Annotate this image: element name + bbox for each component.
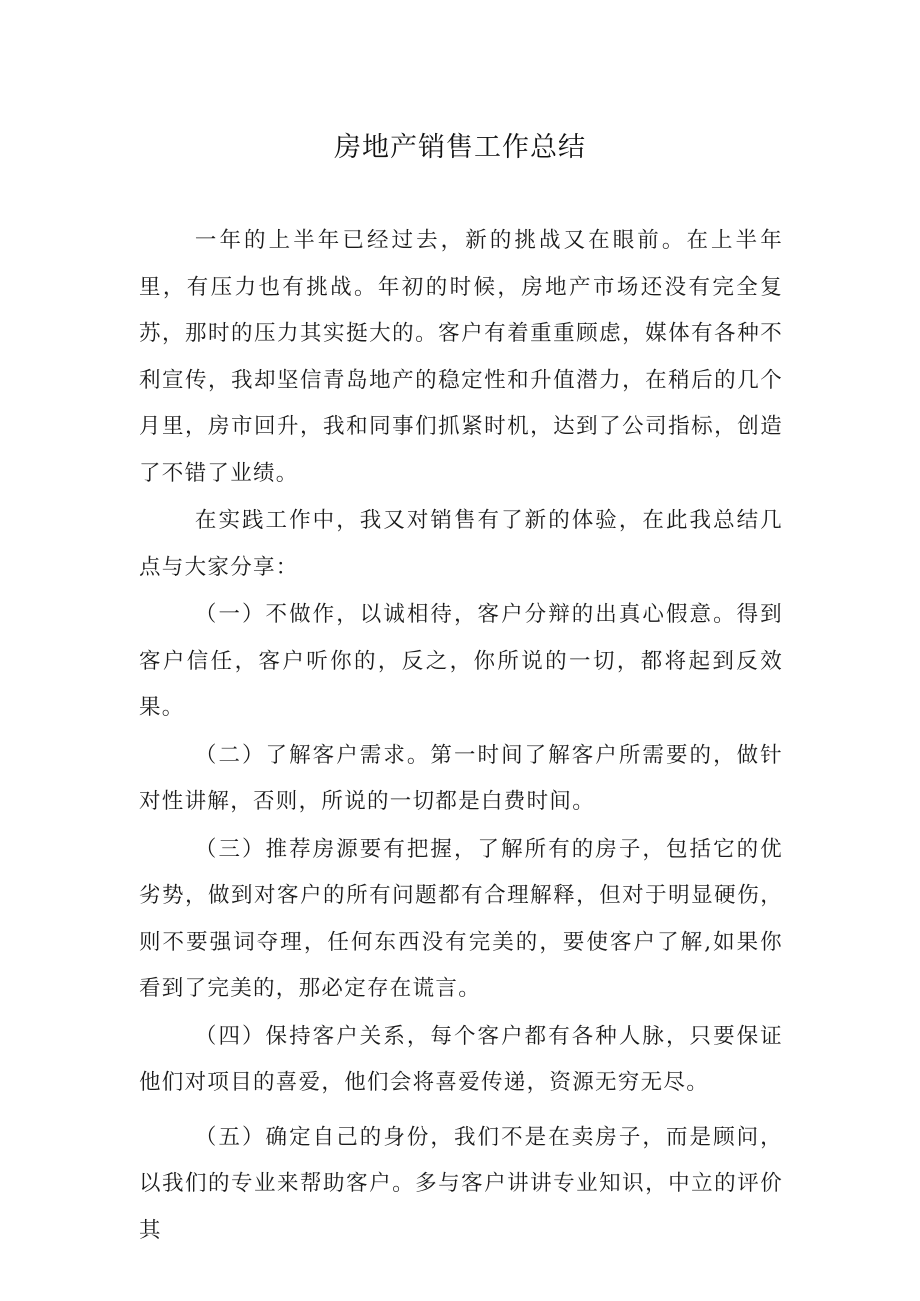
paragraph-point-1: （一）不做作，以诚相待，客户分辩的出真心假意。得到客户信任，客户听你的，反之，你所说的一切，都将起到反效果。: [139, 602, 783, 720]
document-body: [139, 218, 783, 1254]
paragraph-point-2: （二）了解客户需求。第一时间了解客户所需要的，做针对性讲解，否则，所说的一切都是白费时间。: [139, 742, 783, 814]
paragraph-point-3: （三）推荐房源要有把握，了解所有的房子，包括它的优劣势，做到对客户的所有问题都有合理解释，但对于明显硬伤，则不要强词夺理，任何东西没有完美的，要使客户了解,如果你看到了完美的，那必定存在谎言。: [139, 836, 783, 1001]
paragraph-intro: 一年的上半年已经过去，新的挑战又在眼前。在上半年里，有压力也有挑战。年初的时候，房地产市场还没有完全复苏，那时的压力其实挺大的。客户有着重重顾虑，媒体有各种不利宣传，我却坚信青岛地产的稳定性和升值潜力，在稍后的几个月里，房市回升，我和同事们抓紧时机，达到了公司指标，创造了不错了业绩。: [139, 228, 783, 486]
paragraph-point-4: （四）保持客户关系，每个客户都有各种人脉，只要保证他们对项目的喜爱，他们会将喜爱传递，资源无穷无尽。: [139, 1023, 783, 1095]
paragraph-summary-lead: 在实践工作中，我又对销售有了新的体验，在此我总结几点与大家分享：: [139, 508, 783, 580]
paragraph-point-5: （五）确定自己的身份，我们不是在卖房子，而是顾问，以我们的专业来帮助客户。多与客户讲讲专业知识，中立的评价其: [139, 1124, 783, 1243]
document-title: 房地产销售工作总结: [334, 132, 586, 163]
